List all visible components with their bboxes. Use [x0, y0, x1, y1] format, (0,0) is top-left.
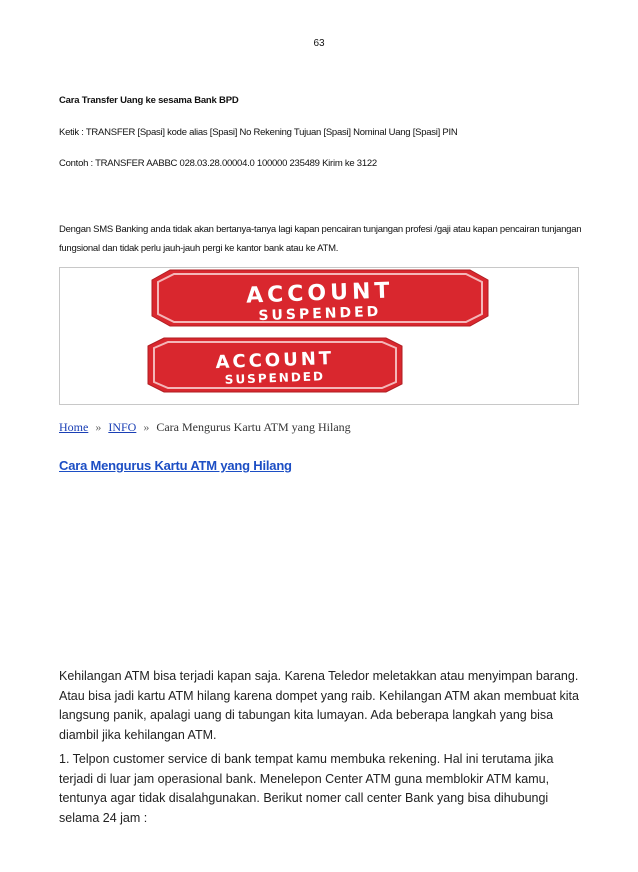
contoh-example: Contoh : TRANSFER AABBC 028.03.28.00004.0 100000 235489 Kirim ke 3122 [59, 158, 377, 169]
sms-banking-paragraph: Dengan SMS Banking anda tidak akan bertanya-tanya lagi kapan pencairan tunjangan profesi /gaji atau kapan pencairan tunjangan fungsional dan tidak perlu jauh-jauh pergi ke kantor bank atau ke ATM. [59, 224, 582, 254]
breadcrumb-current: Cara Mengurus Kartu ATM yang Hilang [156, 420, 351, 434]
breadcrumb [59, 420, 351, 435]
page-number: 63 [313, 38, 325, 49]
article-paragraph-1: Kehilangan ATM bisa terjadi kapan saja. Karena Teledor meletakkan atau menyimpan barang. Atau bisa jadi kartu ATM hilang karena dompet yang raib. Kehilangan ATM akan membuat kita langsung panik, apalagi uang di tabungan kita lumayan. Ada beberapa langkah yang bisa diambil jika kehilangan ATM. [59, 669, 579, 742]
top-banner-text-1: ACCOUNT [245, 278, 394, 309]
account-suspended-graphic [60, 268, 578, 404]
ketik-instruction: Ketik : TRANSFER [Spasi] kode alias [Spasi] No Rekening Tujuan [Spasi] Nominal Uang [Spasi] PIN [59, 127, 458, 138]
bottom-banner-text-2: SUSPENDED [224, 369, 326, 387]
account-suspended-image [59, 267, 579, 405]
breadcrumb-info-link[interactable]: INFO [108, 420, 137, 434]
section-heading: Cara Transfer Uang ke sesama Bank BPD [59, 95, 239, 106]
breadcrumb-separator: » [143, 420, 150, 434]
article-paragraph-2: 1. Telpon customer service di bank tempat kamu membuka rekening. Hal ini terutama jika terjadi di luar jam operasional bank. Menelepon Center ATM guna memblokir ATM kamu, tentunya agar tidak disalahgunakan. Berikut nomer call center Bank yang bisa dihubungi selama 24 jam : [59, 752, 554, 825]
breadcrumb-separator: » [95, 420, 102, 434]
bottom-banner-text-1: ACCOUNT [215, 347, 335, 374]
article-title[interactable]: Cara Mengurus Kartu ATM yang Hilang [59, 458, 292, 473]
top-banner-text-2: SUSPENDED [258, 303, 382, 325]
breadcrumb-home-link[interactable]: Home [59, 420, 89, 434]
